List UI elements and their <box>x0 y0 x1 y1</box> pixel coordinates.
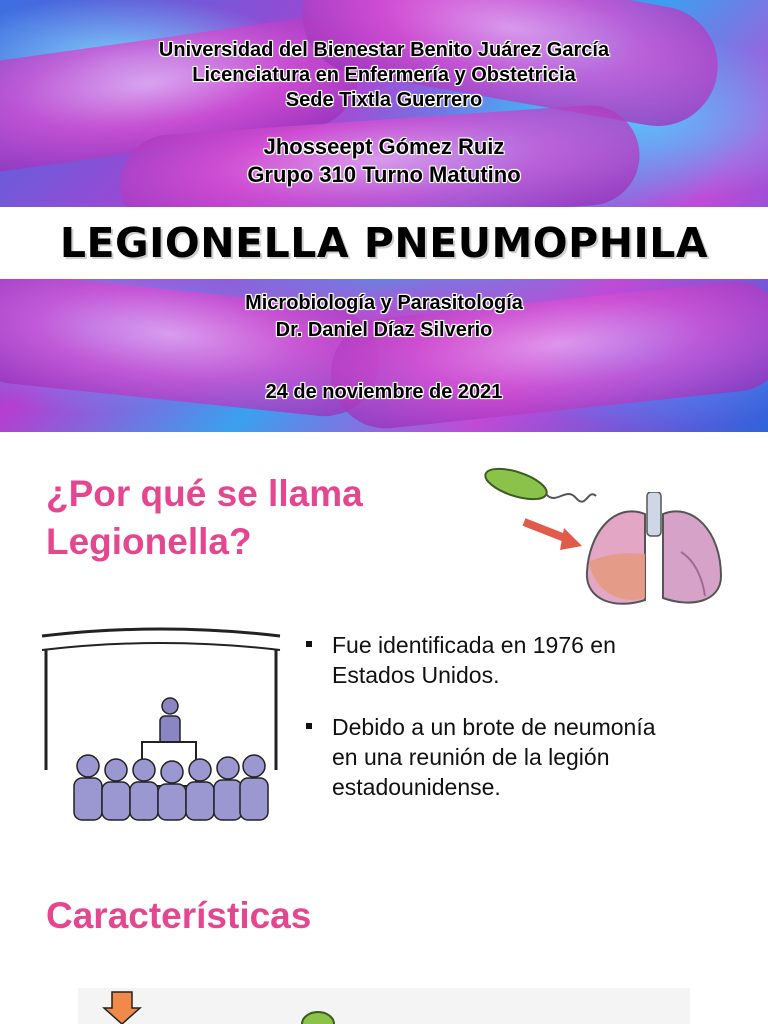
bullet-text: estadounidense. <box>332 774 501 800</box>
why-legionella-bullets <box>302 630 742 824</box>
title-band <box>0 207 768 279</box>
section-heading-why-legionella <box>46 470 363 566</box>
cover-group: Grupo 310 Turno Matutino <box>247 162 521 187</box>
cover-teacher: Dr. Daniel Díaz Silverio <box>275 319 493 341</box>
arrow-down-icon <box>100 990 360 1024</box>
cover-banner <box>0 0 768 432</box>
section-heading-characteristics: Características <box>46 895 312 936</box>
cover-course: Microbiología y Parasitología <box>245 292 523 314</box>
cover-date: 24 de noviembre de 2021 <box>265 381 503 403</box>
cover-institution: Universidad del Bienestar Benito Juárez García <box>158 39 610 61</box>
heading-line: ¿Por qué se llama <box>46 473 363 514</box>
bullet-text: Debido a un brote de neumonía <box>332 714 656 740</box>
main-title: LEGIONELLA PNEUMOPHILA <box>59 219 709 267</box>
bullet-text: Fue identificada en 1976 en <box>332 632 616 658</box>
cover-author: Jhosseept Gómez Ruiz <box>263 134 505 159</box>
list-item <box>302 712 742 802</box>
cover-campus: Sede Tixtla Guerrero <box>285 89 483 111</box>
heading-line: Legionella? <box>46 521 252 562</box>
bullet-text: en una reunión de la legión <box>332 744 610 770</box>
lungs-icon <box>585 492 725 610</box>
list-item <box>302 630 742 690</box>
audience-icon <box>38 620 284 828</box>
bullet-text: Estados Unidos. <box>332 662 500 688</box>
cover-program: Licenciatura en Enfermería y Obstetricia <box>192 64 576 86</box>
